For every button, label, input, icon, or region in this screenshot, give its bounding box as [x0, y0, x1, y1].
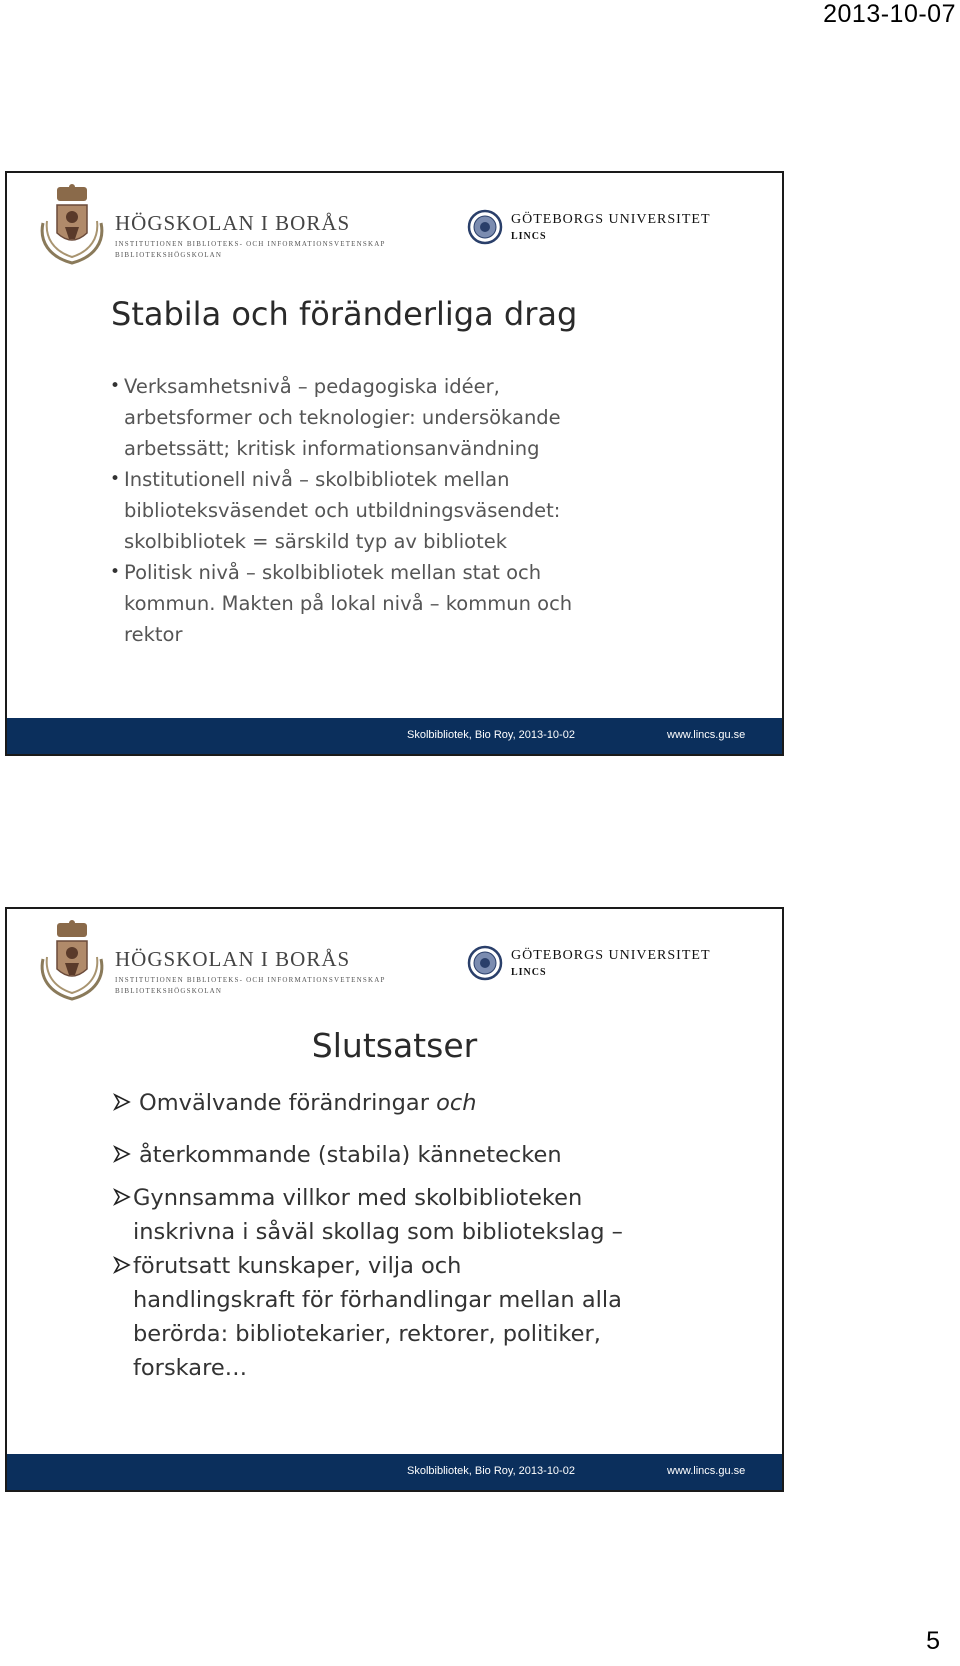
footer-url: www.lincs.gu.se — [667, 729, 746, 741]
bullet-item — [113, 1181, 753, 1249]
bullet-line: handlingskraft för förhandlingar mellan alla — [133, 1287, 622, 1313]
bullet-dot-icon: • — [110, 376, 121, 396]
bullet-item — [110, 464, 630, 557]
hb-name: HÖGSKOLAN I BORÅS — [115, 211, 351, 235]
bullet-line: Verksamhetsnivå – pedagogiska idéer, — [124, 375, 500, 398]
arrow-bullet-icon — [113, 1188, 131, 1206]
bullet-text: återkommande (stabila) kännetecken — [139, 1142, 562, 1168]
bullet-line: Institutionell nivå – skolbibliotek mellan — [124, 468, 510, 491]
slide-1 — [5, 171, 784, 756]
hb-sub-line-1: INSTITUTIONEN BIBLIOTEKS- OCH INFORMATIONSVETENSKAP — [115, 976, 386, 984]
bullet-list — [110, 371, 630, 650]
crest-icon — [35, 183, 109, 265]
slide-2 — [5, 907, 784, 1492]
footer-url: www.lincs.gu.se — [667, 1465, 746, 1477]
bullet-dot-icon: • — [110, 562, 121, 582]
goteborgs-universitet-logo — [467, 945, 767, 989]
bullet-line: arbetssätt; kritisk informationsanvändning — [124, 437, 540, 460]
gu-name: GÖTEBORGS UNIVERSITET — [511, 948, 711, 963]
gu-name: GÖTEBORGS UNIVERSITET — [511, 212, 711, 227]
slide-title: Stabila och föränderliga drag — [111, 295, 578, 333]
bullet-item — [113, 1139, 753, 1171]
arrow-bullet-icon — [113, 1256, 131, 1274]
page-date: 2013-10-07 — [823, 0, 956, 28]
bullet-line: Gynnsamma villkor med skolbiblioteken — [133, 1185, 583, 1211]
footer-caption: Skolbibliotek, Bio Roy, 2013-10-02 — [407, 729, 575, 741]
gu-subtitle: LINCS — [511, 231, 547, 242]
bullet-item — [110, 557, 630, 650]
bullet-line: Politisk nivå – skolbibliotek mellan stat och — [124, 561, 542, 584]
hb-subtitle — [115, 239, 386, 261]
gu-subtitle: LINCS — [511, 967, 547, 978]
hb-sub-line-1: INSTITUTIONEN BIBLIOTEKS- OCH INFORMATIONSVETENSKAP — [115, 240, 386, 248]
bullet-line: biblioteksväsendet och utbildningsväsendet: — [124, 499, 561, 522]
hb-subtitle — [115, 975, 386, 997]
hogskolan-boras-logo — [35, 183, 395, 265]
seal-icon — [467, 209, 503, 245]
bullet-line: arbetsformer och teknologier: undersökande — [124, 406, 561, 429]
seal-icon — [467, 945, 503, 981]
bullet-line: rektor — [124, 623, 183, 646]
bullet-item — [113, 1249, 753, 1385]
bullet-line: skolbibliotek = särskild typ av bibliotek — [124, 530, 508, 553]
bullet-line: berörda: bibliotekarier, rektorer, politiker, — [133, 1321, 601, 1347]
bullet-line: kommun. Makten på lokal nivå – kommun och — [124, 592, 573, 615]
slide-title: Slutsatser — [311, 1026, 478, 1065]
footer-caption: Skolbibliotek, Bio Roy, 2013-10-02 — [407, 1465, 575, 1477]
bullet-dot-icon: • — [110, 469, 121, 489]
slide-footer — [7, 1454, 782, 1490]
arrow-bullet-list — [113, 1087, 753, 1385]
hb-sub-line-2: BIBLIOTEKSHÖGSKOLAN — [115, 987, 223, 995]
bullet-item — [110, 371, 630, 464]
bullet-line: förutsatt kunskaper, vilja och — [133, 1253, 462, 1279]
arrow-bullet-icon — [113, 1145, 131, 1163]
bullet-line: forskare… — [133, 1355, 248, 1381]
page-number: 5 — [926, 1627, 940, 1655]
bullet-line: inskrivna i såväl skollag som bibliotekslag – — [133, 1219, 623, 1245]
goteborgs-universitet-logo — [467, 209, 767, 253]
crest-icon — [35, 919, 109, 1001]
hb-sub-line-2: BIBLIOTEKSHÖGSKOLAN — [115, 251, 223, 259]
hogskolan-boras-logo — [35, 919, 395, 1001]
bullet-item — [113, 1087, 753, 1119]
arrow-bullet-icon — [113, 1093, 131, 1111]
bullet-text: Omvälvande förändringar — [139, 1090, 437, 1116]
hb-name: HÖGSKOLAN I BORÅS — [115, 947, 351, 971]
slide-footer — [7, 718, 782, 754]
bullet-emphasis: och — [436, 1090, 477, 1116]
